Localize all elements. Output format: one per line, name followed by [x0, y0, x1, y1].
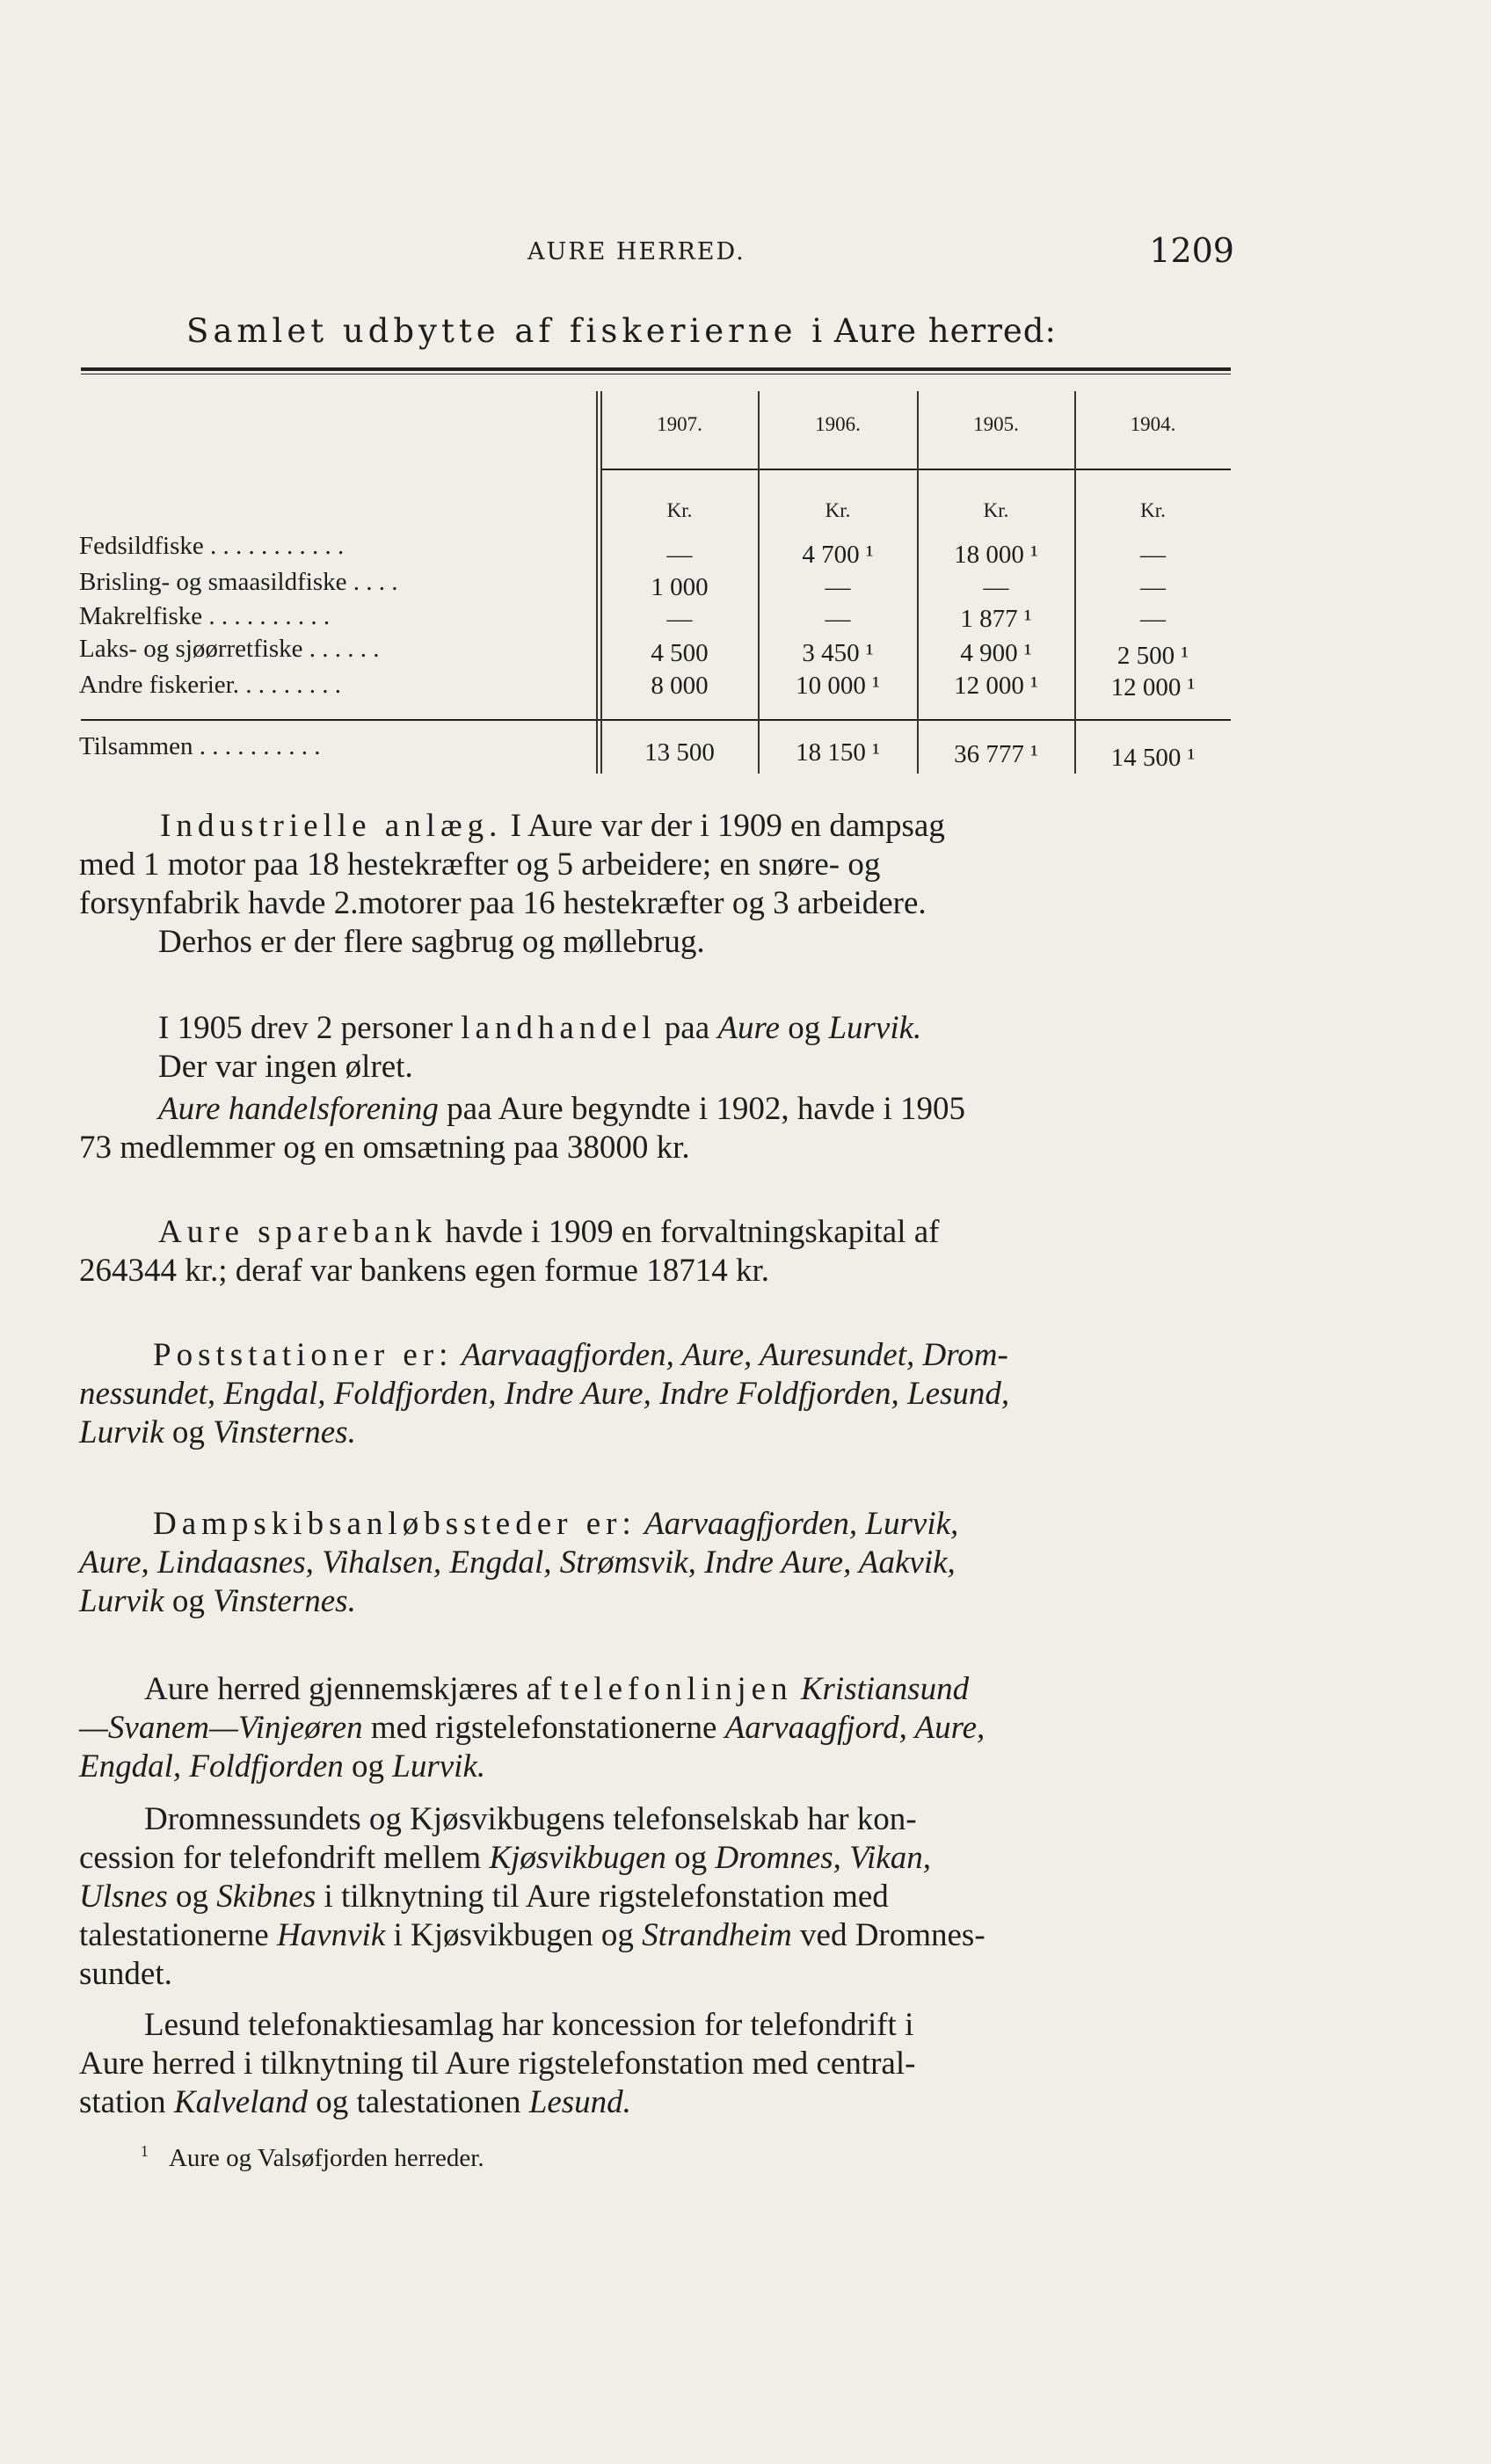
text-line: Aure herred i tilknytning til Aure rigstelefonstation med central-: [79, 2046, 916, 2082]
text-span: og: [352, 1748, 385, 1784]
telephone-heading: telefonlinjen: [559, 1671, 793, 1707]
text-span: og: [171, 1414, 205, 1450]
row-label: Brisling- og smaasildfiske . . . .: [79, 568, 398, 596]
total-cell: 14 500 ¹: [1110, 744, 1196, 772]
paragraph-trade-association: [79, 1090, 1240, 1167]
text-span: og talestationen: [316, 2084, 521, 2120]
text-span: i Kjøsvikbugen og: [393, 1917, 634, 1953]
text-span: og: [171, 1583, 205, 1619]
total-label: Tilsammen . . . . . . . . . .: [79, 732, 321, 760]
place-list: nessundet, Engdal, Foldfjorden, Indre Aure, Indre Foldfjorden, Lesund,: [79, 1376, 1010, 1412]
text-span: paa: [664, 1010, 710, 1046]
unit-label: Kr.: [983, 499, 1009, 521]
place-list: —Svanem—Vinjeøren: [79, 1710, 363, 1746]
table-cell: 8 000: [651, 672, 709, 700]
footnote: [141, 2142, 484, 2173]
text-span: i tilknytning til Aure rigstelefonstation med: [324, 1879, 889, 1915]
footnote-mark: 1: [141, 2142, 149, 2160]
year-header: 1904.: [1130, 413, 1176, 435]
row-label: Andre fiskerier. . . . . . . . .: [79, 671, 341, 699]
paragraph-industry: [79, 807, 1240, 962]
text-line: Derhos er der flere sagbrug og møllebrug.: [158, 924, 705, 960]
paragraph-savings-bank: [79, 1213, 1240, 1290]
running-head: AURE HERRED.: [527, 238, 746, 265]
page-header: [79, 231, 1240, 275]
text-span: havde i 1909 en forvaltningskapital af: [445, 1214, 940, 1250]
place-name: Vinsternes.: [213, 1583, 356, 1619]
place-name: Lurvik: [79, 1583, 164, 1619]
place-name: Havnvik: [276, 1917, 386, 1953]
table-cell: 18 000 ¹: [954, 541, 1038, 569]
table-title-spaced: Samlet udbytte af fiskerierne: [186, 312, 797, 350]
place-list: Dromnes, Vikan,: [715, 1840, 931, 1876]
paragraph-steamship-stops: [79, 1505, 1240, 1621]
year-header-rule: [600, 469, 1231, 470]
row-label: Makrelfiske . . . . . . . . . .: [79, 602, 331, 630]
table-top-rule: [81, 367, 1231, 371]
place-name: Aure: [717, 1010, 780, 1046]
text-line: forsynfabrik havde 2.motorer paa 16 hestekræfter og 3 arbeidere.: [79, 885, 927, 921]
place-name: Kristiansund: [800, 1671, 970, 1707]
text-line: 73 medlemmer og en omsætning paa 38000 kr.: [79, 1130, 690, 1166]
text-line: med 1 motor paa 18 hestekræfter og 5 arbeidere; en snøre- og: [79, 847, 881, 883]
table-cell: 12 000 ¹: [1110, 673, 1196, 701]
year-header: 1905.: [973, 413, 1019, 435]
text-span: cession for telefondrift mellem: [79, 1840, 482, 1876]
year-header: 1906.: [815, 413, 861, 435]
table-cell: —: [666, 605, 693, 633]
place-name: Ulsnes: [79, 1879, 168, 1915]
place-list: Aarvaagfjord, Aure,: [724, 1710, 986, 1746]
association-name: Aure handelsforening: [158, 1091, 439, 1127]
table-vline: [596, 391, 598, 774]
place-name: Lesund.: [528, 2084, 631, 2120]
text-span: I 1905 drev 2 personer: [158, 1010, 453, 1046]
footnote-text: Aure og Valsøfjorden herreder.: [168, 2143, 484, 2172]
table-cell: 4 700 ¹: [802, 541, 874, 569]
text-line: I Aure var der i 1909 en dampsag: [510, 808, 945, 844]
total-separator-rule: [81, 719, 1231, 721]
total-cell: 13 500: [644, 738, 715, 767]
text-span: med rigstelefonstationerne: [370, 1710, 717, 1746]
table-cell: 4 500: [651, 639, 709, 667]
place-name: Lurvik.: [392, 1748, 486, 1784]
text-line: 264344 kr.; deraf var bankens egen formue 18714 kr.: [79, 1253, 770, 1289]
table-cell: 2 500 ¹: [1116, 642, 1189, 670]
text-span: og: [674, 1840, 708, 1876]
row-label: Fedsildfiske . . . . . . . . . . .: [79, 532, 345, 560]
place-name: Strandheim: [642, 1917, 792, 1953]
table-cell: —: [666, 541, 693, 569]
place-list: Engdal, Foldfjorden: [79, 1748, 344, 1784]
text-span: Aure herred gjennemskjæres af: [144, 1671, 552, 1707]
place-name: Skibnes: [216, 1879, 316, 1915]
page-number: 1209: [1149, 231, 1234, 270]
trade-heading: landhandel: [461, 1010, 657, 1046]
text-line: sundet.: [79, 1956, 172, 1992]
paragraph-lesund-telephone: [79, 2006, 1240, 2122]
table-cell: 3 450 ¹: [802, 639, 874, 667]
table-cell: —: [825, 605, 851, 633]
unit-label: Kr.: [825, 499, 851, 521]
text-span: station: [79, 2084, 166, 2120]
paragraph-trade: [79, 1009, 1240, 1087]
place-name: Kjøsvikbugen: [489, 1840, 666, 1876]
unit-label: Kr.: [666, 499, 693, 521]
text-line: Lesund telefonaktiesamlag har koncession for telefondrift i: [144, 2007, 914, 2043]
table-cell: —: [983, 573, 1009, 601]
text-line: Der var ingen ølret.: [158, 1049, 413, 1085]
paragraph-dromnessund-telephone: [79, 1800, 1240, 1994]
table-title: [186, 312, 1057, 350]
table-cell: —: [1140, 605, 1166, 633]
industry-heading: Industrielle anlæg.: [160, 808, 503, 844]
table-title-tail: i Aure herred:: [811, 312, 1057, 350]
place-list: Aarvaagfjorden, Aure, Auresundet, Drom-: [461, 1337, 1008, 1373]
table-cell: —: [825, 573, 851, 601]
post-heading: Poststationer er:: [153, 1337, 454, 1373]
table-cell: 10 000 ¹: [796, 672, 880, 700]
total-cell: 18 150 ¹: [796, 738, 880, 767]
text-span: ved Dromnes-: [800, 1917, 986, 1953]
text-line: Dromnessundets og Kjøsvikbugens telefonselskab har kon-: [144, 1801, 917, 1837]
total-cell: 36 777 ¹: [954, 740, 1038, 768]
table-cell: 12 000 ¹: [954, 672, 1038, 700]
place-name: Vinsternes.: [213, 1414, 356, 1450]
year-header: 1907.: [657, 413, 702, 435]
paragraph-post-stations: [79, 1336, 1240, 1452]
text-span: paa Aure begyndte i 1902, havde i 1905: [447, 1091, 965, 1127]
table-cell: —: [1140, 573, 1166, 601]
paragraph-telephone-line: [79, 1670, 1240, 1786]
text-span: og: [175, 1879, 208, 1915]
table-cell: 1 000: [651, 573, 709, 601]
text-span: og: [788, 1010, 821, 1046]
bank-heading: Aure sparebank: [158, 1214, 438, 1250]
place-name: Kalveland: [173, 2084, 309, 2120]
table-cell: —: [1140, 541, 1166, 569]
place-list: Aure, Lindaasnes, Vihalsen, Engdal, Strømsvik, Indre Aure, Aakvik,: [79, 1545, 956, 1581]
text-span: talestationerne: [79, 1917, 269, 1953]
place-name: Lurvik.: [828, 1010, 922, 1046]
row-label: Laks- og sjøørretfiske . . . . . .: [79, 635, 380, 663]
table-cell: 4 900 ¹: [960, 639, 1032, 667]
table-cell: 1 877 ¹: [960, 605, 1032, 633]
place-list: Aarvaagfjorden, Lurvik,: [644, 1506, 959, 1542]
place-name: Lurvik: [79, 1414, 164, 1450]
unit-label: Kr.: [1140, 499, 1166, 521]
steamship-heading: Dampskibsanløbssteder er:: [153, 1506, 636, 1542]
